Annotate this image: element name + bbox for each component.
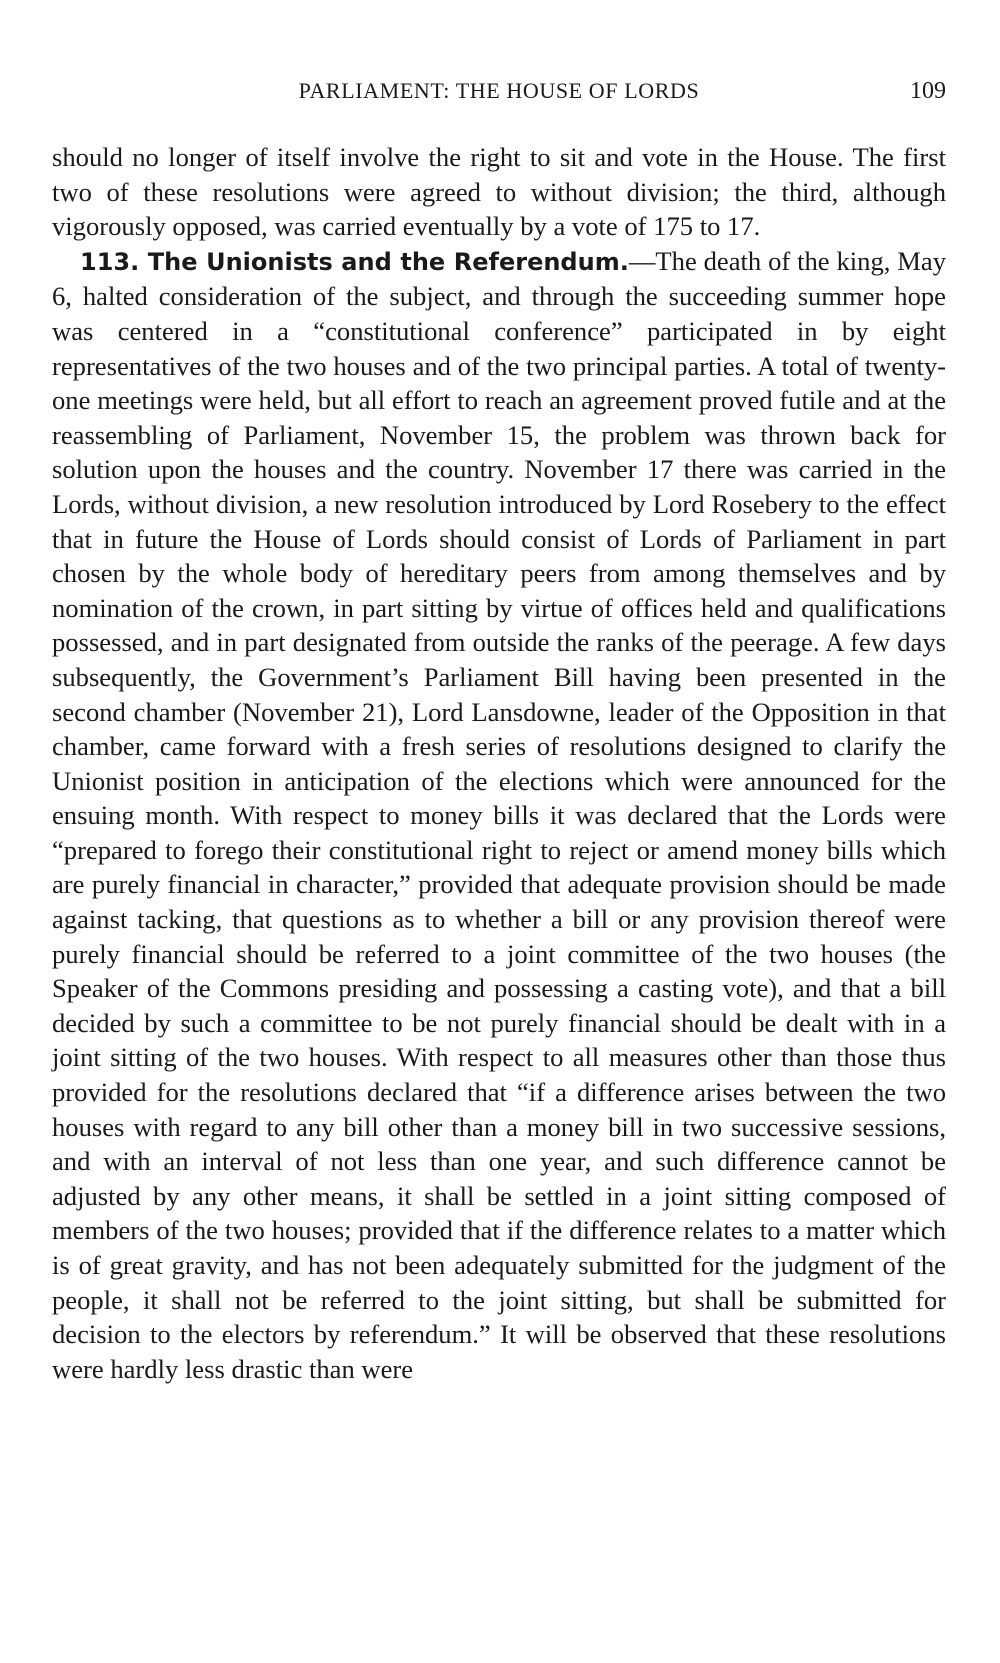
section-heading: 113. The Unionists and the Referendum. <box>80 247 629 276</box>
running-head <box>52 72 946 112</box>
section-body-text: —The death of the king, May 6, halted consideration of the subject, and through the succeeding summer hope was centered in a “constitutional conference” participated in by eight representatives of the two houses and of the two principal parties. A total of twenty-one meetings were held, but all effort to reach an agreement proved futile and at the reassembling of Parliament, November 15, the problem was thrown back for solution upon the houses and the country. November 17 there was carried in the Lords, without division, a new resolution introduced by Lord Rosebery to the effect that in future the House of Lords should consist of Lords of Parliament in part chosen by the whole body of hereditary peers from among themselves and by nomination of the crown, in part sitting by virtue of offices held and qualifications possessed, and in part designated from outside the ranks of the peerage. A few days subsequently, the Government’s Parliament Bill having been presented in the second chamber (November 21), Lord Lansdowne, leader of the Opposition in that chamber, came forward with a fresh series of resolutions designed to clarify the Unionist position in anticipation of the elections which were announced for the ensuing month. With respect to money bills it was declared that the Lords were “prepared to forego their constitutional right to reject or amend money bills which are purely financial in character,” provided that adequate provision should be made against tacking, that questions as to whether a bill or any provision thereof were purely financial should be referred to a joint committee of the two houses (the Speaker of the Commons presiding and possessing a casting vote), and that a bill decided by such a committee to be not purely financial should be dealt with in a joint sitting of the two houses. With respect to all measures other than those thus provided for the resolutions declared that “if a difference arises between the two houses with regard to any bill other than a money bill in two successive sessions, and with an interval of not less than one year, and such difference cannot be adjusted by any other means, it shall be settled in a joint sitting composed of members of the two houses; provided that if the difference relates to a matter which is of great gravity, and has not been adequately submitted for the judgment of the people, it shall not be referred to the joint sitting, but shall be submitted for decision to the electors by referendum.” It will be observed that these resolutions were hardly less drastic than were <box>52 245 947 1384</box>
paragraph-section-113 <box>52 244 946 1387</box>
paragraph-continuation: should no longer of itself involve the right to sit and vote in the House. The first two of these resolutions were agreed to without division; the third, although vigorously opposed, was carried eventually by a vote of 175 to 17. <box>52 142 946 242</box>
body-text <box>52 140 946 1386</box>
running-title: PARLIAMENT: THE HOUSE OF LORDS <box>298 78 700 103</box>
page-number: 109 <box>910 78 946 104</box>
